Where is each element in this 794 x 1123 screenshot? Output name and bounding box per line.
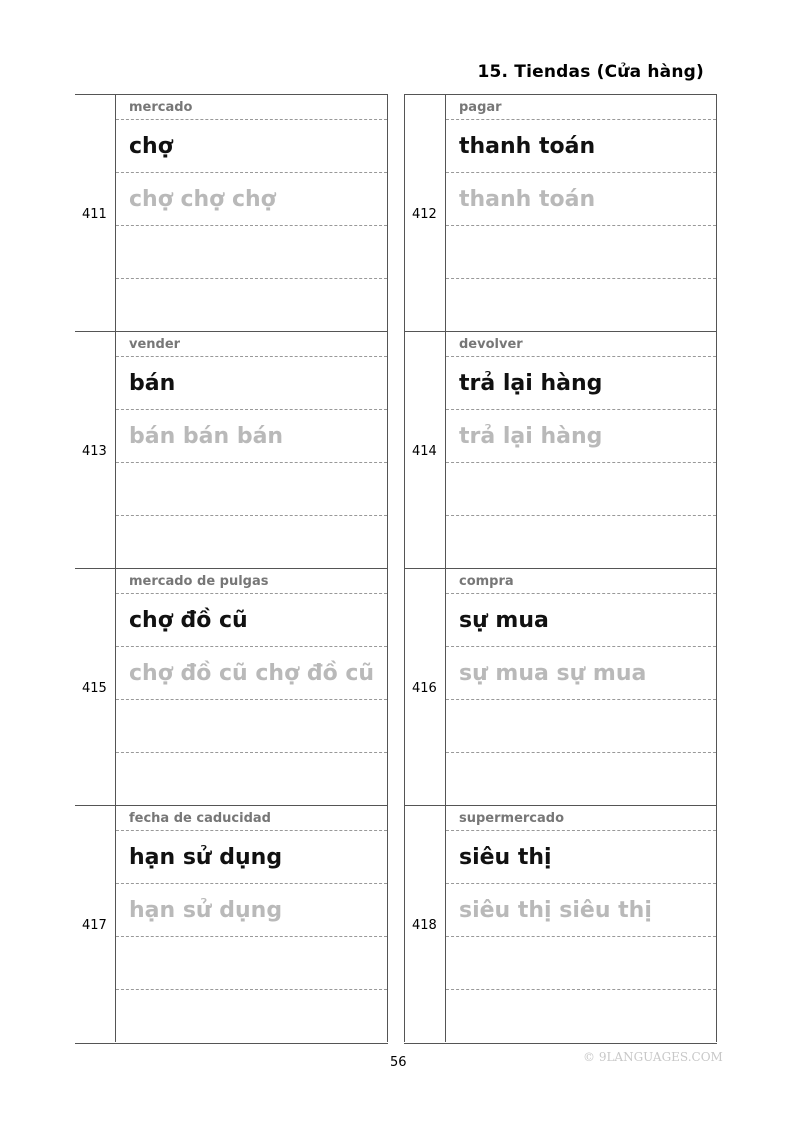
entry-gloss: devolver <box>446 332 716 357</box>
entry-trace: siêu thị siêu thị <box>446 884 716 937</box>
practice-line[interactable] <box>446 463 716 516</box>
vocab-entry <box>404 332 717 569</box>
practice-line[interactable] <box>446 753 716 806</box>
entry-number: 411 <box>82 207 107 222</box>
copyright-notice: © 9LANGUAGES.COM <box>583 1050 723 1064</box>
practice-line[interactable] <box>446 226 716 279</box>
entry-gloss: supermercado <box>446 806 716 831</box>
vocab-entry <box>75 806 388 1042</box>
entry-number: 418 <box>412 918 437 933</box>
practice-line[interactable] <box>446 279 716 332</box>
page-title: 15. Tiendas (Cửa hàng) <box>477 62 704 82</box>
entry-word: thanh toán <box>446 120 716 173</box>
entry-gloss: vender <box>116 332 387 357</box>
practice-line[interactable] <box>116 753 387 806</box>
practice-line[interactable] <box>446 700 716 753</box>
entry-trace: chợ đồ cũ chợ đồ cũ <box>116 647 387 700</box>
entry-number: 415 <box>82 681 107 696</box>
left-column <box>75 94 388 1044</box>
vocab-entry <box>75 569 388 806</box>
entry-gloss: mercado de pulgas <box>116 569 387 594</box>
vocab-entry <box>404 569 717 806</box>
entry-trace: trả lại hàng <box>446 410 716 463</box>
vocab-entry <box>404 95 717 332</box>
practice-line[interactable] <box>116 279 387 332</box>
entry-word: bán <box>116 357 387 410</box>
vocab-entry <box>404 806 717 1042</box>
entry-word: trả lại hàng <box>446 357 716 410</box>
entry-word: sự mua <box>446 594 716 647</box>
practice-line[interactable] <box>116 463 387 516</box>
entry-gloss: compra <box>446 569 716 594</box>
practice-line[interactable] <box>446 516 716 569</box>
entry-gloss: fecha de caducidad <box>116 806 387 831</box>
practice-line[interactable] <box>116 516 387 569</box>
entry-trace: chợ chợ chợ <box>116 173 387 226</box>
entry-gloss: pagar <box>446 95 716 120</box>
vocab-entry <box>75 95 388 332</box>
entry-trace: sự mua sự mua <box>446 647 716 700</box>
entry-word: siêu thị <box>446 831 716 884</box>
vocab-entry <box>75 332 388 569</box>
practice-line[interactable] <box>446 937 716 990</box>
practice-line[interactable] <box>116 700 387 753</box>
page-number: 56 <box>390 1055 407 1070</box>
entry-word: hạn sử dụng <box>116 831 387 884</box>
entry-word: chợ đồ cũ <box>116 594 387 647</box>
entry-number: 412 <box>412 207 437 222</box>
entry-word: chợ <box>116 120 387 173</box>
entry-trace: thanh toán <box>446 173 716 226</box>
entry-number: 413 <box>82 444 107 459</box>
practice-line[interactable] <box>446 990 716 1043</box>
entry-number: 417 <box>82 918 107 933</box>
practice-line[interactable] <box>116 990 387 1043</box>
entry-gloss: mercado <box>116 95 387 120</box>
entry-number: 416 <box>412 681 437 696</box>
right-column <box>404 94 717 1044</box>
entry-number: 414 <box>412 444 437 459</box>
practice-line[interactable] <box>116 937 387 990</box>
entry-trace: hạn sử dụng <box>116 884 387 937</box>
entry-trace: bán bán bán <box>116 410 387 463</box>
practice-line[interactable] <box>116 226 387 279</box>
